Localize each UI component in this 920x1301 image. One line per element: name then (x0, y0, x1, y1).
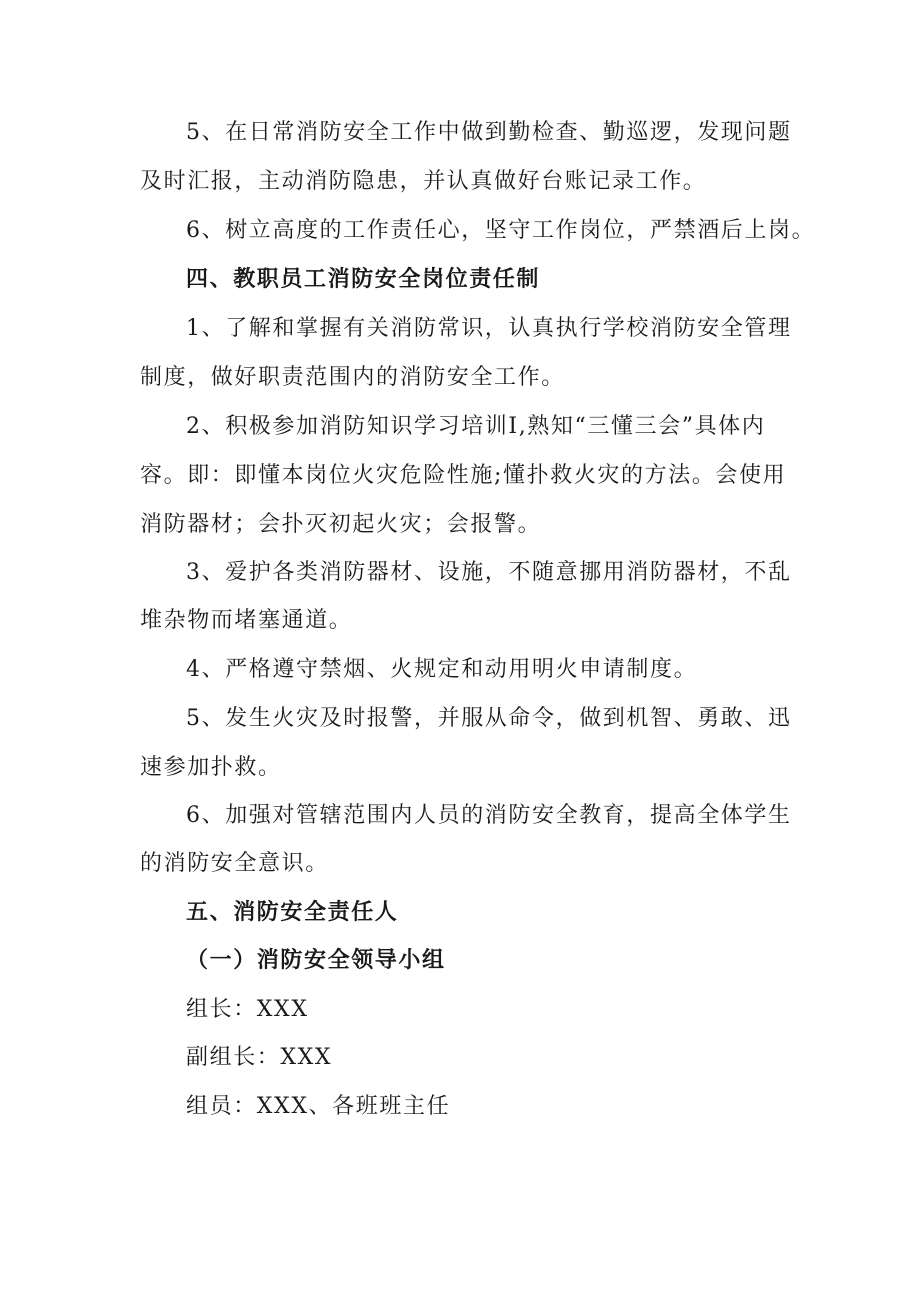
para-line: 5、发生火灾及时报警，并服从命令，做到机智、勇敢、迅 (186, 706, 792, 731)
para-line: 速参加扑救。 (140, 755, 282, 780)
para-line: 5、在日常消防安全工作中做到勤检查、勤巡逻，发现问题 (186, 120, 792, 145)
para-line: 及时汇报，主动消防隐患，并认真做好台账记录工作。 (140, 169, 707, 194)
deputy-leader-line: 副组长：XXX (186, 1045, 333, 1070)
para-line: 3、爱护各类消防器材、设施，不随意挪用消防器材，不乱 (186, 560, 792, 585)
para-line: 6、加强对管辖范围内人员的消防安全教育，提高全体学生 (186, 803, 792, 828)
leader-line: 组长：XXX (186, 997, 309, 1022)
para-line: 4、严格遵守禁烟、火规定和动用明火申请制度。 (186, 657, 698, 682)
para-line: 1、了解和掌握有关消防常识，认真执行学校消防安全管理 (186, 316, 792, 341)
members-line: 组员：XXX、各班班主任 (186, 1094, 451, 1119)
para-line: 消防器材；会扑灭初起火灾；会报警。 (140, 512, 542, 537)
para-line: 2、积极参加消防知识学习培训I,熟知“三懂三会”具体内 (186, 414, 766, 439)
para-line: 制度，做好职责范围内的消防安全工作。 (140, 365, 565, 390)
para-line: 的消防安全意识。 (140, 851, 329, 876)
para-line: 6、树立高度的工作责任心，坚守工作岗位，严禁酒后上岗。 (186, 218, 816, 243)
subsection-heading: （一）消防安全领导小组 (186, 948, 446, 973)
section-heading: 四、教职员工消防安全岗位责任制 (186, 267, 541, 292)
para-line: 堆杂物而堵塞通道。 (140, 608, 353, 633)
section-heading: 五、消防安全责任人 (186, 900, 399, 925)
para-line: 容。即：即懂本岗位火灾危险性施;懂扑救火灾的方法。会使用 (140, 463, 787, 488)
